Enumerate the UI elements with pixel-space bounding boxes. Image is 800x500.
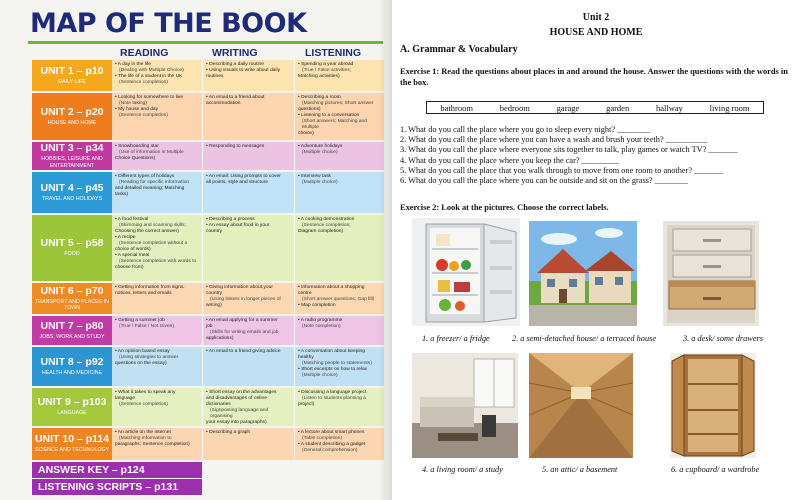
unit-row [32,172,384,213]
unit-row [32,316,384,345]
listening-item: • Interview task [298,174,331,179]
listening-item: • Map completion [298,302,336,308]
unit-row [32,60,384,91]
writing-item: • Responding to messages [206,144,265,149]
unit-writing-cell [202,316,294,345]
writing-item: job [206,323,213,329]
unit-tab [32,172,112,213]
writing-item: country [206,228,223,234]
unit-title: UNIT 3 – p34 [40,142,104,155]
unit-row [32,93,384,140]
writing-item: all points, style and structure [206,179,268,185]
unit-subtitle: HOUSE AND HOME [47,119,97,126]
word-box-item: garage [556,102,580,113]
listening-item: • A radio programme [298,318,343,323]
listening-item: • A lecture about smart phones [298,430,365,435]
listening-item: choice) [298,130,314,136]
unit-listening-cell [294,347,384,386]
reading-item: • A day in the life [115,62,151,67]
caption-5: 5. an attic/ a basement [542,465,618,474]
writing-item: routines [206,73,224,79]
listening-item: (Sentence completion; [302,222,351,228]
unit-title: HOUSE AND HOME [549,27,643,38]
unit-subtitle: SCIENCE AND TECHNOLOGY [34,447,110,454]
word-box-item: bathroom [440,102,473,113]
answer-key-bar: ANSWER KEY – p124 [32,462,202,478]
section-heading: A. Grammar & Vocabulary [400,44,518,55]
question-item: 2. What do you call the place where you can have a wash and brush your teeth? __________ [400,135,708,145]
question-list [400,125,800,186]
unit-subtitle: HOBBIES, LEISURE AND ENTERTAINMENT [41,156,103,169]
reading-item: (True / False / Not Given) [119,323,174,329]
writing-item: • An email to a friend about [206,95,265,100]
unit-listening-cell [294,215,384,281]
reading-item: (Sentence completion with words to [119,258,197,264]
word-box-item: living room [709,102,750,113]
unit-row [32,283,384,314]
listening-item: • A cooking demonstration [298,217,355,222]
title-rule [28,41,383,44]
writing-item: • Describing a process [206,217,255,222]
writing-item: country [206,290,223,296]
unit-reading-cell [112,283,202,314]
word-box-item: bedroom [499,102,530,113]
listening-item: • Listening to a conversation [298,112,360,118]
reading-item: • Different types of holidays [115,174,175,179]
reading-item: (Dealing with Multiple Choice) [119,67,184,73]
unit-writing-cell [202,215,294,281]
listening-item: centre [298,290,312,296]
houses-picture [529,221,637,326]
caption-4: 4. a living room/ a study [422,465,503,474]
reading-item: paragraphs; Sentence completion) [115,441,190,447]
reading-item: • Snowboarding star [115,144,159,149]
reading-item: • Looking for somewhere to live [115,95,184,100]
unit-reading-cell [112,388,202,426]
question-item: 4. What do you call the place where you keep the car? _________ [400,155,619,165]
writing-item: • Describing a graph [206,430,251,435]
unit-row [32,347,384,386]
writing-item: (Using linkers in longer pieces of [210,296,281,302]
unit-tab [32,316,112,345]
unit-reading-cell [112,60,202,91]
listening-item: (Short answers; Matching and Multiple [302,118,367,130]
reading-item: notices, letters and emails [115,290,172,296]
unit-listening-cell [294,316,384,345]
writing-item: (Signposting language and organising [210,407,269,419]
writing-item: and disadvantages of online [206,395,267,401]
reading-item: (Sentence completion) [119,112,168,118]
living-room-picture [412,353,518,458]
caption-1: 1. a freezer/ a fridge [422,334,490,343]
reading-item: choice of words) [115,246,151,252]
cupboard-picture [670,353,756,458]
reading-item: language [115,395,136,401]
unit-row [32,142,384,170]
unit-subtitle: TRANSPORT AND PLACES IN TOWN [35,298,109,311]
unit-writing-cell [202,93,294,140]
writing-item: applications) [206,335,234,341]
listening-item: Matching activities) [298,73,340,79]
question-item: 1. What do you call the place where you go to sleep every night? ________ [400,125,651,134]
attic-picture [529,353,633,458]
writing-item: (Skills for writing emails and job [210,329,279,335]
writing-item: • Giving information about your [206,285,273,290]
unit-title: UNIT 2 – p20 [40,105,104,118]
unit-title: UNIT 5 – p58 [40,237,104,250]
reading-item: tasks) [115,191,129,197]
reading-item: • The life of a student in the UK [115,73,183,79]
unit-title: UNIT 10 – p114 [34,433,110,446]
unit-reading-cell [112,142,202,170]
unit-subtitle: TRAVEL AND HOLIDAYS [41,195,103,202]
writing-item: accommodation [206,100,241,106]
listening-item: • Spending a year abroad [298,62,354,67]
question-item: 3. What do you call the place where everyone sits together to talk, play games or watch TV? _______ [400,145,738,155]
reading-item: • What it takes to speak any [115,390,176,395]
writing-item: • Short essay on the advantages [206,390,277,395]
unit-writing-cell [202,283,294,314]
listening-item: (Table completion) [302,435,342,441]
unit-title: UNIT 7 – p80 [40,319,104,332]
unit-row [32,215,384,281]
unit-reading-cell [112,93,202,140]
unit-writing-cell [202,172,294,213]
fridge-picture [412,218,520,326]
unit-tab [32,283,112,314]
reading-item: • Getting a summer job [115,318,165,323]
unit-tab [32,347,112,386]
listening-item: (Listen to students planning a [302,395,366,401]
reading-item: (Sentence completion) [119,401,168,407]
unit-subtitle: HEALTH AND MEDICINE [41,369,103,376]
listening-item: • Discussing a language project [298,390,367,395]
reading-item: (Using strategies to answer [119,354,179,360]
question-item: 6. What do you call the place where you can be outside and sit on the grass? ________ [400,176,688,186]
listening-item: healthy [298,354,314,360]
listening-item: • Information about a shopping [298,285,365,290]
unit-tab [32,215,112,281]
unit-subtitle: FOOD [64,251,80,258]
reading-item: • An opinion based essay [115,349,170,354]
unit-title: UNIT 9 – p103 [37,396,107,409]
writing-item: your essay into paragraphs) [206,419,267,425]
writing-item: writing) [206,302,222,308]
listening-item: • A conversation about keeping [298,349,365,354]
unit-reading-cell [112,172,202,213]
column-heading-listening: LISTENING [305,47,362,59]
unit-subtitle: JOBS, WORK AND STUDY [39,333,105,340]
reading-item: questions on the essay) [115,360,167,366]
unit-tab [32,60,112,91]
writing-item: • Using visuals to write about daily [206,67,281,73]
reading-item: Choice Questions) [115,155,156,161]
writing-item: • An email to a friend giving advice [206,349,281,354]
unit-listening-cell [294,428,384,460]
map-title: MAP OF THE BOOK [30,8,307,39]
listening-item: • A student describing a gadget [298,441,366,447]
unit-tab [32,93,112,140]
reading-item: • My house and day [115,106,159,112]
writing-item: • An essay about food in your [206,222,270,228]
unit-writing-cell [202,142,294,170]
unit-subtitle: DAILY LIFE [58,78,86,85]
unit-tab [32,428,112,460]
unit-listening-cell [294,93,384,140]
reading-item: (Note taking) [119,100,147,106]
unit-tab [32,388,112,426]
listening-item: (General comprehension) [302,447,358,453]
exercise1-instructions: Exercise 1: Read the questions about places in and around the house. Answer the questions with the words in the box. [400,67,788,87]
unit-reading-cell [112,316,202,345]
word-box-item: garden [606,102,630,113]
map-of-book-page [0,0,392,500]
reading-item: Choosing the correct answer) [115,228,179,234]
listening-item: • Adventure holidays [298,144,343,149]
question-item: 5. What do you call the place that you walk through to move from one room to another? _______ [400,165,724,175]
unit-listening-cell [294,388,384,426]
listening-scripts-bar: LISTENING SCRIPTS – p131 [32,479,202,495]
reading-item: • Getting information from signs, [115,285,185,290]
reading-item: (Sentence completion) [119,79,168,85]
listening-item: (Matching people to statements) [302,360,372,366]
drawers-picture [663,221,759,326]
column-heading-writing: WRITING [212,47,258,59]
word-box [426,101,764,114]
reading-item: (Skimming and scanning skills; [119,222,186,228]
reading-item: choose from) [115,264,144,270]
unit-heading: Unit 2 [582,12,610,23]
exercise2-instructions: Exercise 2: Look at the pictures. Choose the correct labels. [400,203,609,212]
listening-item: questions) [298,106,321,112]
reading-item: • A recipe [115,234,136,240]
unit-writing-cell [202,60,294,91]
listening-item: (Matching pictures; Short answer [302,100,374,106]
unit-tab [32,142,112,170]
reading-item: • An article on the internet [115,430,171,435]
caption-3: 3. a desk/ some drawers [683,334,763,343]
unit-listening-cell [294,283,384,314]
reading-item: • A special meal [115,252,150,258]
unit-title: UNIT 8 – p92 [40,355,104,368]
unit-row [32,428,384,460]
reading-item: (Use of information in Multiple [119,149,184,155]
reading-item: and detailed meaning; Matching [115,185,185,191]
listening-item: (Multiple choice) [302,149,338,155]
word-box-item: hallway [655,102,683,113]
unit-title: UNIT 4 – p45 [40,181,104,194]
listening-item: (Multiple choice) [302,179,338,185]
unit-reading-cell [112,428,202,460]
unit-title: UNIT 6 – p70 [40,284,104,297]
caption-6: 6. a cupboard/ a wardrobe [671,465,760,474]
unit-writing-cell [202,347,294,386]
listening-item: Diagram completion) [298,228,344,234]
unit-listening-cell [294,172,384,213]
reading-item: • A food festival [115,217,149,222]
unit-row [32,388,384,426]
unit-writing-cell [202,428,294,460]
writing-item: • An email applying for a summer [206,318,278,323]
listening-item: • Short excerpts on how to relax [298,366,368,372]
listening-item: (Multiple choice) [302,372,338,378]
unit-listening-cell [294,142,384,170]
reading-item: (Reading for specific information [119,179,190,185]
unit-writing-cell [202,388,294,426]
writing-item: • Describing a daily routine [206,62,264,67]
worksheet-page [392,0,800,500]
listening-item: (Note completion) [302,323,341,329]
unit-subtitle: LANGUAGE [57,410,87,417]
unit-title: UNIT 1 – p10 [40,64,104,77]
reading-item: (Matching information to [119,435,172,441]
listening-item: (Short answer questions; Gap fill) [302,296,375,302]
writing-item: • An email: Using prompts to cover [206,174,281,179]
unit-listening-cell [294,60,384,91]
column-heading-reading: READING [120,47,169,59]
listening-item: project) [298,401,315,407]
unit-reading-cell [112,347,202,386]
listening-item: • Describing a room [298,95,341,100]
reading-item: (Sentence completion without a [119,240,188,246]
caption-2: 2. a semi-detached house/ a terraced house [512,334,657,343]
listening-item: (True / False activities; [302,67,352,73]
writing-item: dictionaries [206,401,231,407]
unit-reading-cell [112,215,202,281]
